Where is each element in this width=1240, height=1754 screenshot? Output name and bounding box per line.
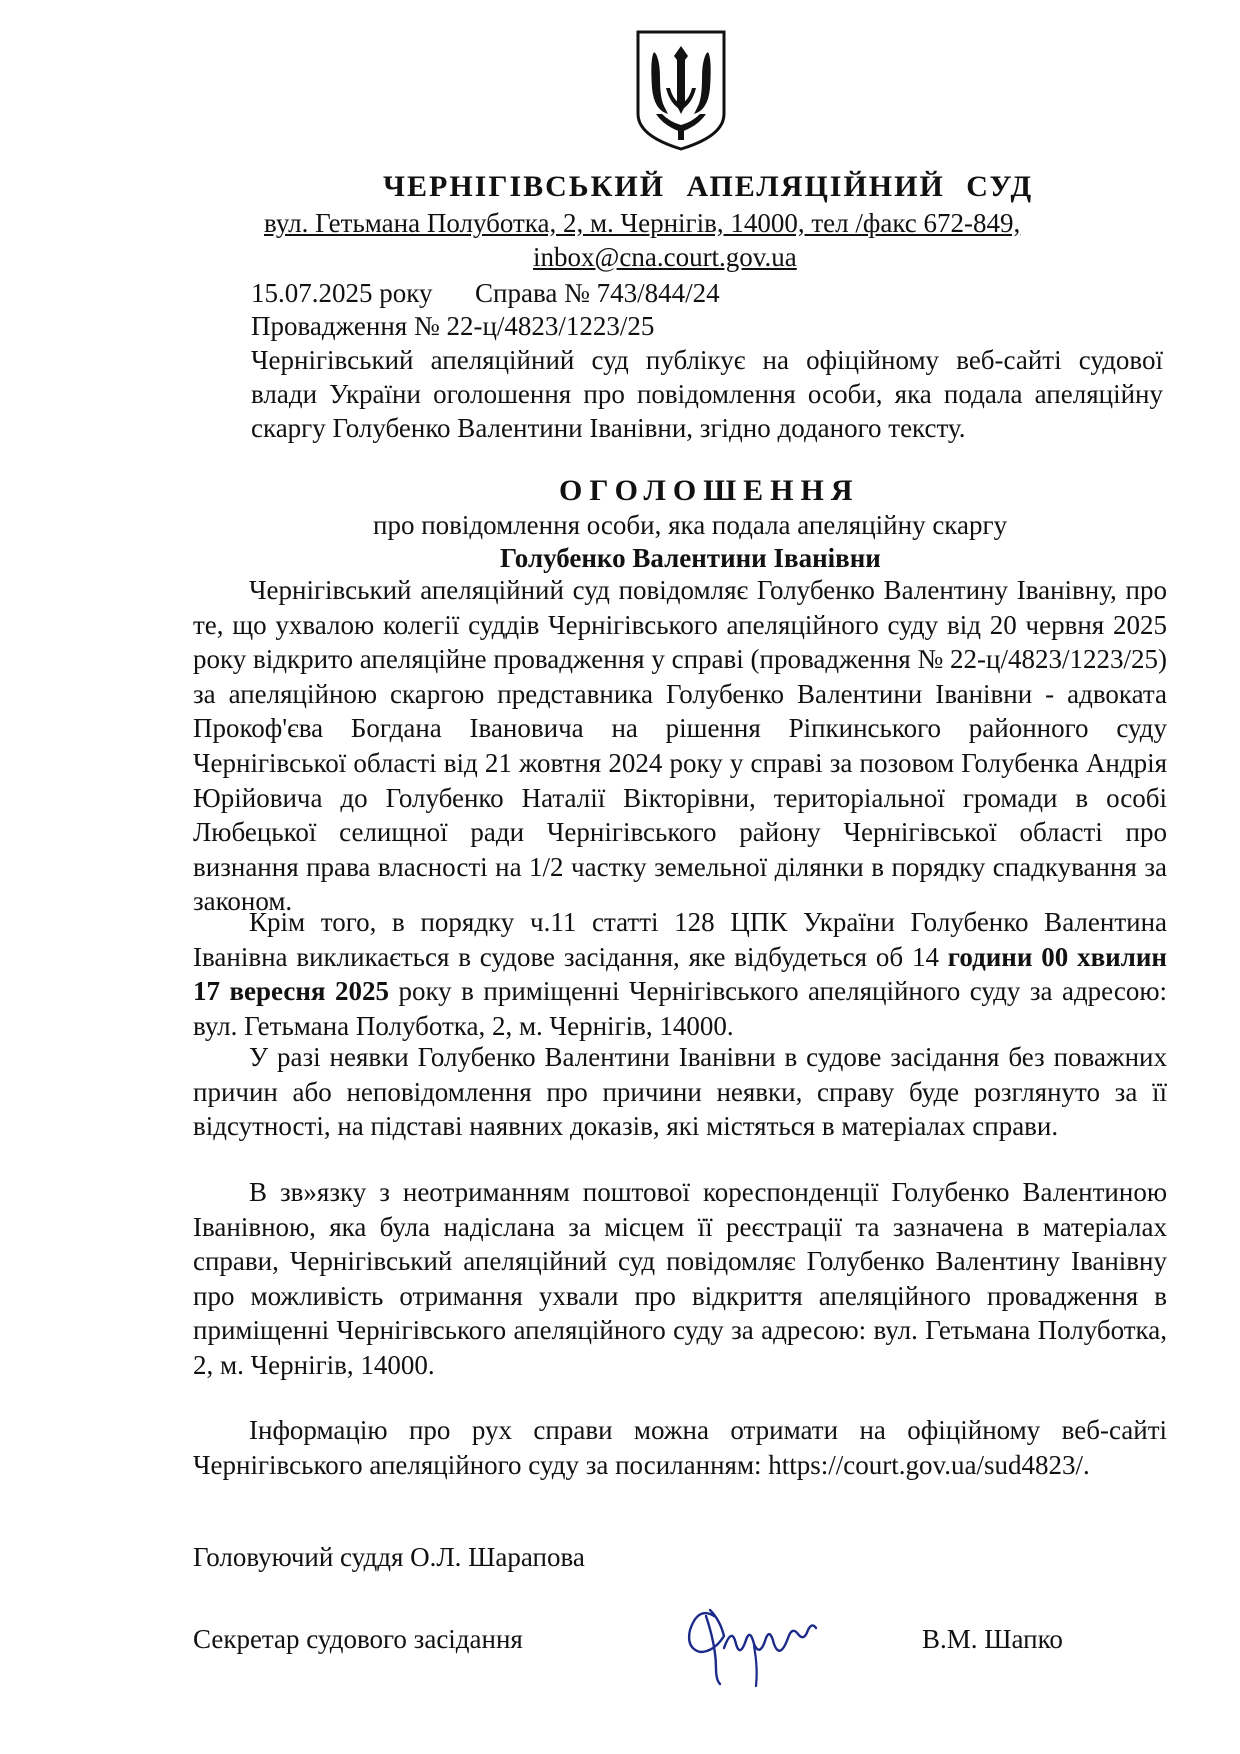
paragraph-notice: Чернігівський апеляційний суд повідомляє Голубенко Валентину Іванівну, про те, що ухвалою колегії суддів Чернігівського апеляційного суду від 20 червня 2025 року відкрито апеляційне провадження у справі (провадження № 22-ц/4823/1223/25) за апеляційною скаргою представника Голубенко Валентини Іванівни - адвоката Прокоф'єва Богдана Івановича на рішення Ріпкинського районного суду Чернігівської області від 21 жовтня 2024 року у справі за позовом Голубенка Андрія Юрійовича до Голубенко Наталії Вікторівни, територіальної громади в особі Любецької селищної ради Чернігівського району Чернігівської області про визнання права власності на 1/2 частку земельної ділянки в порядку спадкування за законом. bbox=[193, 575, 1167, 917]
announcement-subtitle: про повідомлення особи, яка подала апеляційну скаргу bbox=[373, 510, 1008, 540]
court-address: вул. Гетьмана Полуботка, 2, м. Чернігів, 14000, тел /факс 672-849, bbox=[264, 208, 1021, 238]
announcement-person: Голубенко Валентини Іванівни bbox=[500, 543, 881, 573]
court-email: inbox@cna.court.gov.ua bbox=[533, 242, 797, 272]
case-number: Справа № 743/844/24 bbox=[475, 278, 720, 308]
paragraph-hearing: Крім того, в порядку ч.11 статті 128 ЦПК України Голубенко Валентина Іванівна викликається в судове засідання, яке відбудеться об 14 години 00 хвилин 17 вересня 2025 року в приміщенні Чернігівського апеляційного суду за адресою: вул. Гетьмана Полуботка, 2, м. Чернігів, 14000. bbox=[193, 907, 1167, 1041]
document-date: 15.07.2025 року bbox=[251, 278, 433, 308]
hearing-time: години 00 хвилин 17 вересня 2025 bbox=[193, 941, 1167, 1007]
intro-line-2: влади України оголошення про повідомлення особи, яка подала апеляційну bbox=[251, 379, 1163, 409]
presiding-judge: Головуючий суддя О.Л. Шарапова bbox=[193, 1542, 585, 1572]
intro-line-1: Чернігівський апеляційний суд публікує на офіційному веб-сайті судової bbox=[251, 345, 1163, 375]
secretary-name: В.М. Шапко bbox=[922, 1624, 1063, 1654]
paragraph-absence: У разі неявки Голубенко Валентини Іванівни в судове засідання без поважних причин або неповідомлення про причини неявки, справу буде розглянуто за її відсутності, на підставі наявних доказів, які містяться в матеріалах справи. bbox=[193, 1042, 1167, 1142]
announcement-title: ОГОЛОШЕННЯ bbox=[559, 474, 860, 507]
trident-emblem-icon bbox=[634, 28, 728, 152]
paragraph-info: Інформацію про рух справи можна отримати на офіційному веб-сайті Чернігівського апеляційного суду за посиланням: https://court.gov.ua/sud4823/. bbox=[193, 1415, 1167, 1480]
intro-line-3: скаргу Голубенко Валентини Іванівни, згідно доданого тексту. bbox=[251, 413, 966, 443]
paragraph-mail: В зв»язку з неотриманням поштової кореспонденції Голубенко Валентиною Іванівною, яка була надіслана за місцем її реєстрації та зазначена в матеріалах справи, Чернігівський апеляційний суд повідомляє Голубенко Валентину Іванівну про можливість отримання ухвали про відкриття апеляційного провадження в приміщенні Чернігівського апеляційного суду за адресою: вул. Гетьмана Полуботка, 2, м. Чернігів, 14000. bbox=[193, 1177, 1167, 1380]
court-name: ЧЕРНІГІВСЬКИЙ АПЕЛЯЦІЙНИЙ СУД bbox=[383, 170, 1034, 203]
handwritten-signature bbox=[680, 1586, 830, 1694]
proceeding-number: Провадження № 22-ц/4823/1223/25 bbox=[251, 311, 655, 341]
secretary-label: Секретар судового засідання bbox=[193, 1624, 523, 1654]
